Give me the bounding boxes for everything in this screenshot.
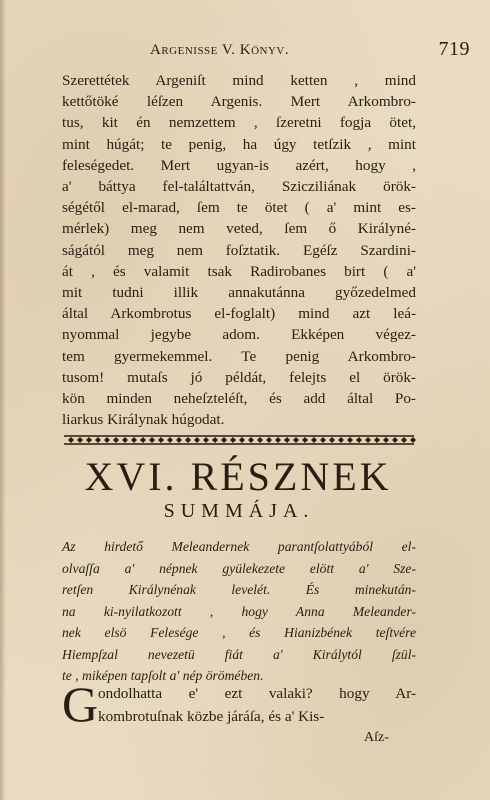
ornament-diamond <box>365 437 371 443</box>
ornament-diamond <box>257 437 263 443</box>
body-line: mit tudni illik annakutánna győzedelmed <box>62 284 416 302</box>
body-line: tus, kit én nemzettem , ſzeretni fogja ötet, <box>62 114 416 132</box>
catchword: Aſz- <box>364 730 389 745</box>
ornament-diamond <box>149 437 155 443</box>
body-line: kettőtöké léſzen Argenis. Mert Arkombro- <box>62 93 416 111</box>
ornament-diamond <box>140 437 146 443</box>
ornament-diamond <box>284 437 290 443</box>
drop-cap: G <box>62 676 99 732</box>
ornament-diamond <box>311 437 317 443</box>
body-line: a' báttya fel-találtattván, Szicziliának örök- <box>62 178 416 196</box>
summary-line: Az hirdető Meleandernek parantſolattyából el- <box>62 539 416 554</box>
ornament-diamond <box>176 437 182 443</box>
ornament-diamond <box>158 437 164 443</box>
summary-line: te , miképen tapſolt a' nép örömében. <box>62 668 264 683</box>
body-line: liarkus Királynak húgodat. <box>62 411 225 429</box>
ornament-diamond <box>230 437 236 443</box>
ornament-diamond <box>248 437 254 443</box>
ornamental-rule <box>62 433 416 447</box>
body-line: ságától meg nem foſztatik. Egéſz Szardini- <box>62 241 416 259</box>
ornament-diamond <box>221 437 227 443</box>
summary-line: Hiempſzal nevezetü fiát a' Királytól ſzül- <box>62 646 416 662</box>
opening-line: ondolhatta e' ezt valaki? hogy Ar- <box>98 685 416 702</box>
ornament-diamond <box>275 437 281 443</box>
chapter-summary <box>62 536 416 687</box>
ornament-diamond <box>131 437 137 443</box>
body-line: által Arkombrotus el-foglalt) mind azt leá- <box>62 305 416 323</box>
ornament-diamond <box>266 437 272 443</box>
body-line: feleségedet. Mert ugyan-is azért, hogy , <box>62 156 416 174</box>
body-line: Szerettétek Argeniſt mind ketten , mind <box>62 72 416 89</box>
ornament-diamond <box>122 437 128 443</box>
ornament-diamond <box>104 437 110 443</box>
ornament-diamond <box>320 437 326 443</box>
body-line: át , és valamit tsak Radirobanes birt ( a' <box>62 262 416 280</box>
ornament-diamond <box>167 437 173 443</box>
summary-line: retſen Királynénak levelét. És minekután- <box>62 582 416 597</box>
ornament-diamond <box>401 437 407 443</box>
summary-line: nek elsö Feleségе , és Hianizbének teſtvére <box>62 625 416 640</box>
body-line: mint húgát; te penig, ha úgy tetſzik , mint <box>62 135 416 153</box>
ornament-diamond <box>356 437 362 443</box>
page-gutter-shadow <box>0 0 6 800</box>
opening-line: kombrotuſnak közbe járáſa, és a' Kis- <box>98 708 325 725</box>
ornament-diamond <box>185 437 191 443</box>
ornament-diamond <box>239 437 245 443</box>
ornament-diamond <box>113 437 119 443</box>
body-line: kön minden neheſzteléſt, és add által Po- <box>62 390 416 408</box>
body-line: mérlek) meg nem veted, ſem ő Királyné- <box>62 220 416 238</box>
body-line: ségétől el-marad, ſem te ötet ( a' mint es- <box>62 199 416 217</box>
ornament-diamond <box>302 437 308 443</box>
summary-line: na ki-nyilatkozott , hogy Anna Meleander- <box>62 603 416 619</box>
chapter-title: XVI. RÉSZNEK <box>84 454 392 499</box>
ornament-diamond <box>212 437 218 443</box>
chapter-opening <box>62 676 416 732</box>
body-line: nyommal jegybe adom. Ekképen végez- <box>62 326 416 344</box>
running-head <box>150 38 470 64</box>
ornament-diamond <box>86 437 92 443</box>
ornament-diamond <box>95 437 101 443</box>
body-line: tusom! mutaſs jó példát, felejts el örök- <box>62 368 416 386</box>
page-number: 719 <box>438 38 470 60</box>
body-line: tem gyermekemmel. Te penig Arkombro- <box>62 347 416 365</box>
ornament-diamond <box>68 437 74 443</box>
ornament-diamond <box>347 437 353 443</box>
chapter-subtitle: SUMMÁJA. <box>163 500 315 522</box>
ornament-diamond <box>77 437 83 443</box>
ornament-diamond <box>392 437 398 443</box>
running-head-title: Argenisse V. Könyv. <box>150 42 290 58</box>
ornament-diamond <box>383 437 389 443</box>
ornament-diamond <box>293 437 299 443</box>
ornament-diamond <box>194 437 200 443</box>
ornament-diamond <box>203 437 209 443</box>
ornament-diamond <box>374 437 380 443</box>
ornament-diamond <box>410 437 416 443</box>
ornament-diamond <box>329 437 335 443</box>
summary-line: olvaſſa a' népnek gyülekezete elött a' Sze- <box>62 560 416 576</box>
ornament-diamond <box>338 437 344 443</box>
body-paragraph <box>62 70 416 430</box>
